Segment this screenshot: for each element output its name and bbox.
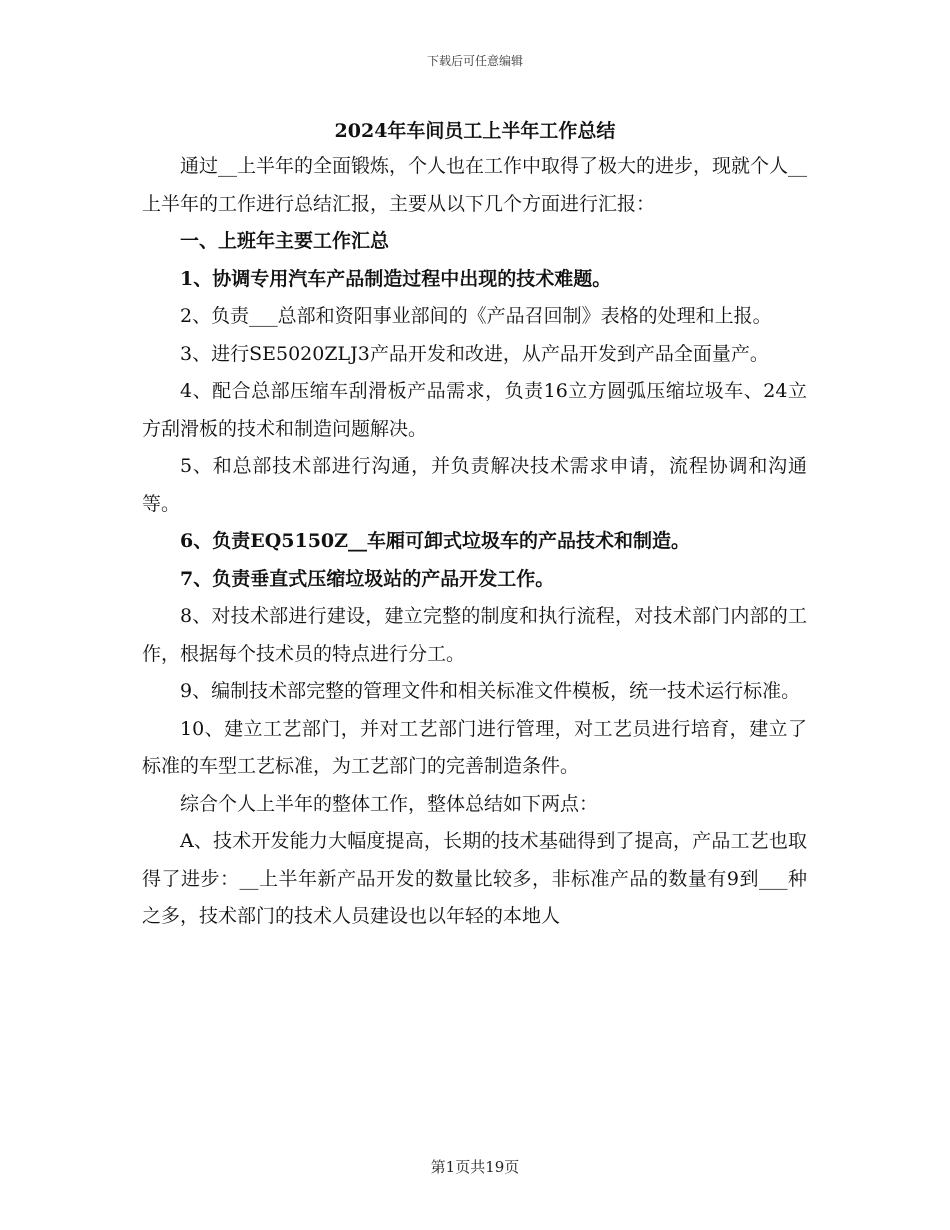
list-item: 10、建立工艺部门，并对工艺部门进行管理，对工艺员进行培育，建立了标准的车型工艺标准，为工艺部门的完善制造条件。: [142, 717, 807, 777]
list-item: 5、和总部技术部进行沟通，并负责解决技术需求申请，流程协调和沟通等。: [142, 455, 807, 515]
paragraph: 综合个人上半年的整体工作，整体总结如下两点：: [180, 792, 599, 815]
page-header: 下载后可任意编辑: [426, 54, 523, 68]
section-heading: 一、上班年主要工作汇总: [180, 230, 390, 252]
list-item: 3、进行SE5020ZLJ3产品开发和改进，从产品开发到产品全面量产。: [180, 342, 769, 365]
paragraph: A、技术开发能力大幅度提高，长期的技术基础得到了提高，产品工艺也取得了进步：__上半年新产品开发的数量比较多，非标准产品的数量有9到___种之多，技术部门的技术人员建设也以年轻的本地人: [142, 830, 807, 927]
page-number: 第1页共19页: [430, 1158, 520, 1176]
paragraph: 通过__上半年的全面锻炼，个人也在工作中取得了极大的进步，现就个人__上半年的工作进行总结汇报，主要从以下几个方面进行汇报：: [142, 155, 808, 215]
list-item: 1、协调专用汽车产品制造过程中出现的技术难题。: [180, 267, 612, 290]
list-item: 9、编制技术部完整的管理文件和相关标准文件模板，统一技术运行标准。: [180, 680, 801, 702]
list-item: 4、配合总部压缩车刮滑板产品需求，负责16立方圆弧压缩垃圾车、24立方刮滑板的技术和制造问题解决。: [142, 380, 807, 440]
list-item: 7、负责垂直式压缩垃圾站的产品开发工作。: [180, 567, 555, 590]
list-item: 8、对技术部进行建设，建立完整的制度和执行流程，对技术部门内部的工作，根据每个技术员的特点进行分工。: [142, 605, 807, 665]
list-item: 6、负责EQ5150Z__车厢可卸式垃圾车的产品技术和制造。: [180, 530, 691, 552]
list-item: 2、负责___总部和资阳事业部间的《产品召回制》表格的处理和上报。: [180, 305, 772, 327]
document-body: [142, 148, 807, 936]
document-title: 2024年车间员工上半年工作总结: [334, 120, 616, 142]
